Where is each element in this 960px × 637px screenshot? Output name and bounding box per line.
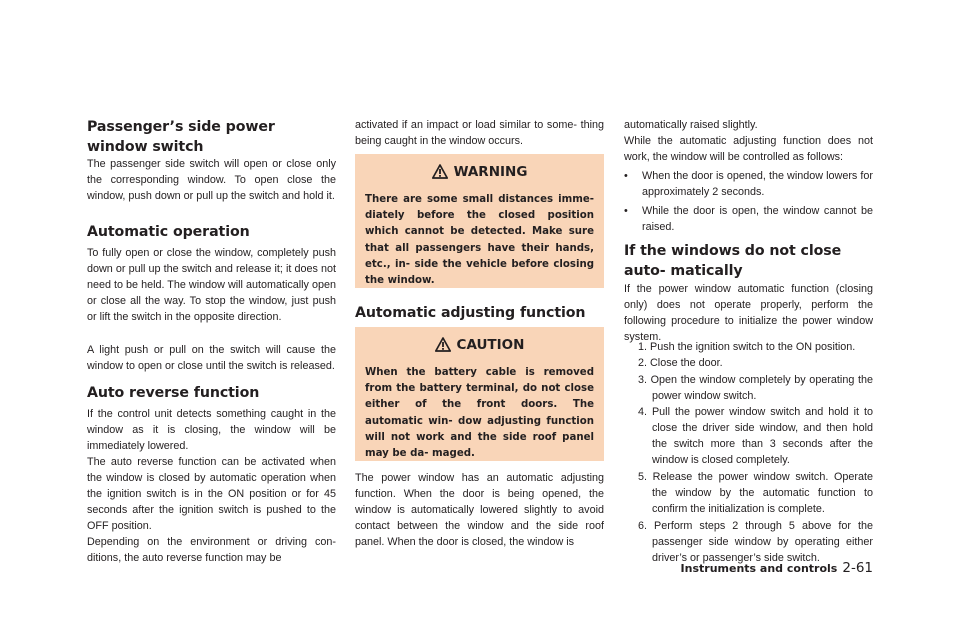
caution-header (365, 333, 594, 357)
step-item: 5. Release the power window switch. Operate the window by the automatic function to confirm the initialization is complete. (638, 471, 873, 516)
paragraph-auto-reverse-2: The auto reverse function can be activated when the window is closed by automatic operation when the ignition switch is in the ON position or for 45 seconds after the ignition switch is pushed to the OFF position. (87, 456, 336, 533)
caution-box (355, 327, 604, 461)
heading-auto-reverse: Auto reverse function (87, 385, 260, 401)
footer-section: Instruments and controls (680, 562, 838, 575)
paragraph-auto-reverse-1: If the control unit detects something caught in the window as it is closing, the window will be immediately lowered. (87, 408, 336, 453)
step-item: 3. Open the window completely by operating the power window switch. (638, 374, 873, 403)
bullet-item: • While the door is open, the window cannot be raised. (624, 205, 873, 234)
caution-title: CAUTION (456, 337, 525, 353)
paragraph-automatic-operation-1: To fully open or close the window, completely push down or pull up the switch and release it; it does not need to be held. The window will automatically open or close all the way. To stop the window, just push or lift the switch in the opposite direction. (87, 247, 336, 324)
bullet-icon: • (624, 170, 628, 182)
paragraph-automatic-adjusting: The power window has an automatic adjusting function. When the door is being opened, the window is automatically lowered slightly to avoid contact between the window and the side roof panel. When the door is closed, the window is (355, 472, 604, 549)
paragraph-windows-not-close: If the power window automatic function (closing only) does not operate properly, perform the following procedure to initialize the power window system. (624, 283, 873, 344)
step-item: 6. Perform steps 2 through 5 above for the passenger side window by operating either driver’s or passenger’s side switch. (638, 520, 873, 565)
paragraph-continuation: automatically raised slightly. (624, 119, 758, 131)
heading-windows-not-close: If the windows do not close auto- matically (624, 243, 842, 279)
step-item: 2. Close the door. (638, 357, 723, 369)
caution-text: When the battery cable is removed from the battery terminal, do not close either of the front doors. The automatic win- dow adjusting function will not work and the side roof panel may be da- maged. (365, 367, 594, 460)
paragraph-auto-reverse-3: Depending on the environment or driving con- ditions, the auto reverse function may be (87, 536, 336, 565)
heading-passenger-switch: Passenger’s side power window switch (87, 119, 275, 155)
paragraph-not-working: While the automatic adjusting function does not work, the window will be controlled as follows: (624, 135, 873, 164)
warning-title: WARNING (453, 164, 528, 180)
warning-box (355, 154, 604, 288)
paragraph-automatic-operation-2: A light push or pull on the switch will cause the window to open or close until the switch is released. (87, 344, 336, 373)
page-footer (681, 560, 873, 577)
bullet-item: • When the door is opened, the window lowers for approximately 2 seconds. (624, 170, 873, 199)
paragraph-passenger-switch: The passenger side switch will open or close only the corresponding window. To open close the window, push down or pull up the switch and hold it. (87, 158, 336, 203)
caution-triangle-icon (435, 337, 451, 352)
step-item: 1. Push the ignition switch to the ON position. (638, 341, 856, 353)
heading-automatic-operation: Automatic operation (87, 224, 250, 240)
page-number: 2-61 (842, 560, 873, 576)
step-item: 4. Pull the power window switch and hold it to close the driver side window, and then hold the switch more than 3 seconds after the window is closed completely. (638, 406, 873, 467)
warning-triangle-icon (432, 164, 448, 179)
heading-automatic-adjusting: Automatic adjusting function (355, 305, 586, 321)
paragraph-continuation: activated if an impact or load similar to some- thing being caught in the window occurs. (355, 119, 604, 148)
bullet-icon: • (624, 205, 628, 217)
warning-text: There are some small distances imme- diately before the closed position which cannot be detected. Make sure that all passengers have their hands, etc., in- side the vehicle before closing the window. (365, 194, 594, 287)
warning-header (365, 160, 594, 184)
